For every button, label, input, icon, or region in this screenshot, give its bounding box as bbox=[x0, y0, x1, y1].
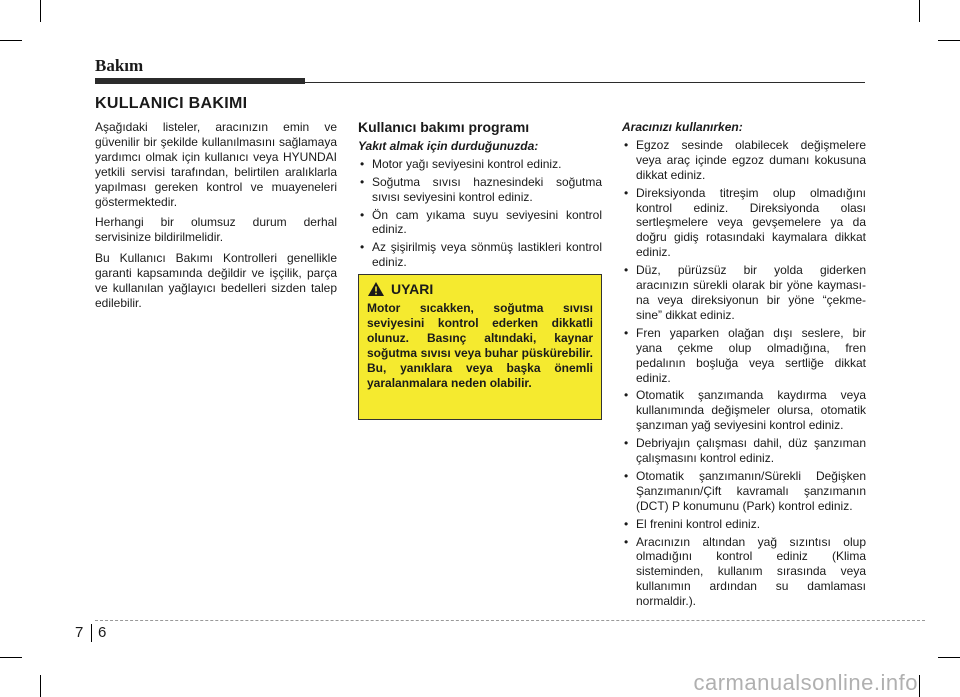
list-item: • El frenini kontrol ediniz. bbox=[622, 517, 866, 532]
crop-mark bbox=[919, 0, 920, 22]
list-item: • Direksiyonda titreşim olup olmadığını kontrol ediniz. Direksiyonda olası sertleşmelere veya gevşemelere ya da doğru gidiş rotasındaki kaymalara dikkat ediniz. bbox=[622, 186, 866, 261]
list-item: • Ön cam yıkama suyu seviyesini kontrol ediniz. bbox=[358, 208, 602, 238]
chapter-number: 7 bbox=[75, 624, 84, 641]
list-item: • Fren yaparken olağan dışı seslere, bir yana çekme olup olmadığına, fren pedalının boşluğa veya sertliğe dikkat ediniz. bbox=[622, 326, 866, 386]
list-item: • Az şişirilmiş veya sönmüş lastikleri kontrol ediniz. bbox=[358, 240, 602, 270]
list-item: • Motor yağı seviyesini kontrol ediniz. bbox=[358, 157, 602, 172]
crop-mark bbox=[919, 675, 920, 697]
list-item: • Egzoz sesinde olabilecek değişmelere veya araç içinde egzoz dumanı kokusuna dikkat ediniz. bbox=[622, 138, 866, 183]
footer-divider bbox=[95, 620, 925, 621]
header-rule-thick bbox=[95, 78, 305, 84]
crop-mark bbox=[40, 675, 41, 697]
watermark: carmanualsonline.info bbox=[693, 670, 918, 695]
list-item: • Soğutma sıvısı haznesindeki soğutma sıvısı seviyesini kontrol ediniz. bbox=[358, 175, 602, 205]
list-item: • Debriyajın çalışması dahil, düz şanzıman çalışmasını kontrol ediniz. bbox=[622, 436, 866, 466]
crop-mark bbox=[0, 657, 22, 658]
driving-subheading: Aracınızı kullanırken: bbox=[622, 120, 743, 134]
intro-paragraph: Bu Kullanıcı Bakımı Kontrolleri genellikle garanti kapsamında değildir ve işçilik, parça ve kullanılan yağlayıcı bedelleri sizden talep edilebilir. bbox=[95, 251, 337, 310]
crop-mark bbox=[938, 657, 960, 658]
header-rule-thin bbox=[305, 82, 865, 83]
schedule-heading: Kullanıcı bakımı programı bbox=[358, 119, 530, 135]
list-item: • Otomatik şanzımanda kaydırma veya kullanımında değişmeler olursa, otomatik şanzıman yağ seviyesini kontrol ediniz. bbox=[622, 388, 866, 433]
warning-label: UYARI bbox=[391, 281, 434, 297]
crop-mark bbox=[40, 0, 41, 22]
intro-paragraph: Aşağıdaki listeler, aracınızın emin ve güvenilir bir şekilde kullanılmasını sağlamaya yardımcı olmak için kullanıcı veya HYUNDAI yetkili servisi tarafından, belirtilen aralıklarla yapılması gereken kontrol ve muayeneleri göstermektedir. bbox=[95, 120, 337, 209]
warning-header bbox=[367, 281, 593, 297]
warning-triangle-icon bbox=[367, 281, 385, 297]
driving-column bbox=[622, 120, 866, 612]
crop-mark bbox=[938, 40, 960, 41]
intro-column bbox=[95, 120, 337, 317]
page-number-divider bbox=[91, 624, 92, 642]
warning-text: Motor sıcakken, soğutma sıvısı seviyesini kontrol ederken dikkatli olunuz. Basınç altındaki, kaynar soğutma sıvısı veya buhar püskürebilir. Bu, yanıklara veya başka önemli yaralanmalara neden olabilir. bbox=[367, 301, 593, 390]
list-item: • Aracınızın altından yağ sızıntısı olup olmadığını kontrol ediniz (Klima sisteminden, kullanım sırasında veya kullanımın ardından su damlaması normaldir.). bbox=[622, 535, 866, 610]
page-number: 6 bbox=[98, 624, 107, 641]
driving-list bbox=[622, 138, 866, 609]
warning-box bbox=[358, 274, 602, 420]
intro-paragraph: Herhangi bir olumsuz durum derhal servisinize bildirilmelidir. bbox=[95, 215, 337, 245]
fuel-stop-list bbox=[358, 157, 602, 270]
fuel-stop-subheading: Yakıt almak için durduğunuzda: bbox=[358, 138, 539, 153]
list-item: • Otomatik şanzımanın/Sürekli Değişken Şanzımanın/Çift kavramalı şanzımanın (DCT) P konumunu (Park) kontrol ediniz. bbox=[622, 469, 866, 514]
schedule-column bbox=[358, 120, 602, 273]
section-title: Bakım bbox=[95, 56, 144, 75]
list-item: • Düz, pürüzsüz bir yolda giderken aracınızın sürekli olarak bir yöne kayması-na veya direksiyonun bir yöne “çekme-sine” dikkat ediniz. bbox=[622, 263, 866, 323]
crop-mark bbox=[0, 40, 22, 41]
page-title: KULLANICI BAKIMI bbox=[95, 95, 248, 112]
